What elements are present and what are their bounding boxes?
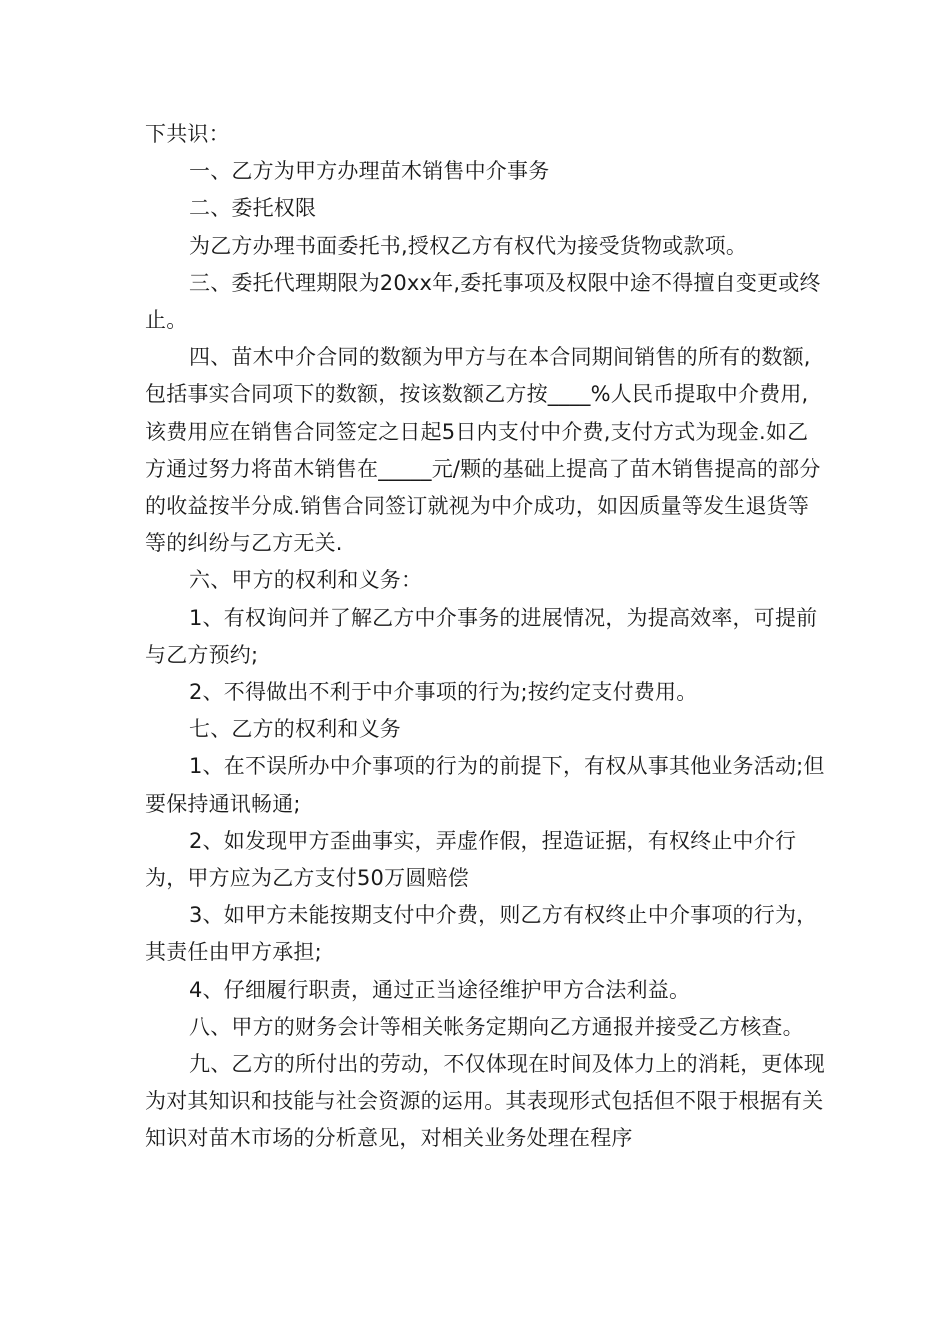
paragraph: 4、仔细履行职责，通过正当途径维护甲方合法利益。: [189, 977, 691, 1002]
paragraph: 四、苗木中介合同的数额为甲方与在本合同期间销售的所有的数额,包括事实合同项下的数额，按该数额乙方按____%人民币提取中介费用,该费用应在销售合同签定之日起5日内支付中介费,支付方式为现金.如乙方通过努力将苗木销售在_____元/颗的基础上提高了苗木销售提高的部分的收益按半分成.销售合同签订就视为中介成功，如因质量等发生退货等等的纠纷与乙方无关.: [145, 345, 821, 556]
document-body: [145, 116, 825, 1158]
paragraph: 一、乙方为甲方办理苗木销售中介事务: [189, 159, 550, 184]
paragraph: 2、如发现甲方歪曲事实，弄虚作假，捏造证据，有权终止中介行为，甲方应为乙方支付50万圆赔偿: [145, 828, 797, 891]
paragraph: 1、有权询问并了解乙方中介事务的进展情况，为提高效率，可提前与乙方预约;: [145, 605, 818, 667]
paragraph: 3、如甲方未能按期支付中介费，则乙方有权终止中介事项的行为，其责任由甲方承担;: [145, 903, 818, 965]
paragraph: 为乙方办理书面委托书,授权乙方有权代为接受货物或款项。: [189, 233, 748, 258]
paragraph: 2、不得做出不利于中介事项的行为;按约定支付费用。: [189, 680, 698, 705]
paragraph: 1、在不误所办中介事项的行为的前提下，有权从事其他业务活动;但要保持通讯畅通;: [145, 754, 825, 816]
paragraph: 二、委托权限: [189, 196, 317, 221]
paragraph: 三、委托代理期限为20xx年,委托事项及权限中途不得擅自变更或终止。: [145, 270, 821, 333]
paragraph: 六、甲方的权利和义务：: [189, 568, 423, 593]
paragraph: 七、乙方的权利和义务: [189, 717, 401, 742]
paragraph: 九、乙方的所付出的劳动，不仅体现在时间及体力上的消耗，更体现为对其知识和技能与社会资源的运用。其表现形式包括但不限于根据有关知识对苗木市场的分析意见，对相关业务处理在程序: [145, 1052, 825, 1151]
paragraph: 八、甲方的财务会计等相关帐务定期向乙方通报并接受乙方核查。: [189, 1014, 804, 1039]
paragraph: 下共识：: [145, 122, 230, 146]
